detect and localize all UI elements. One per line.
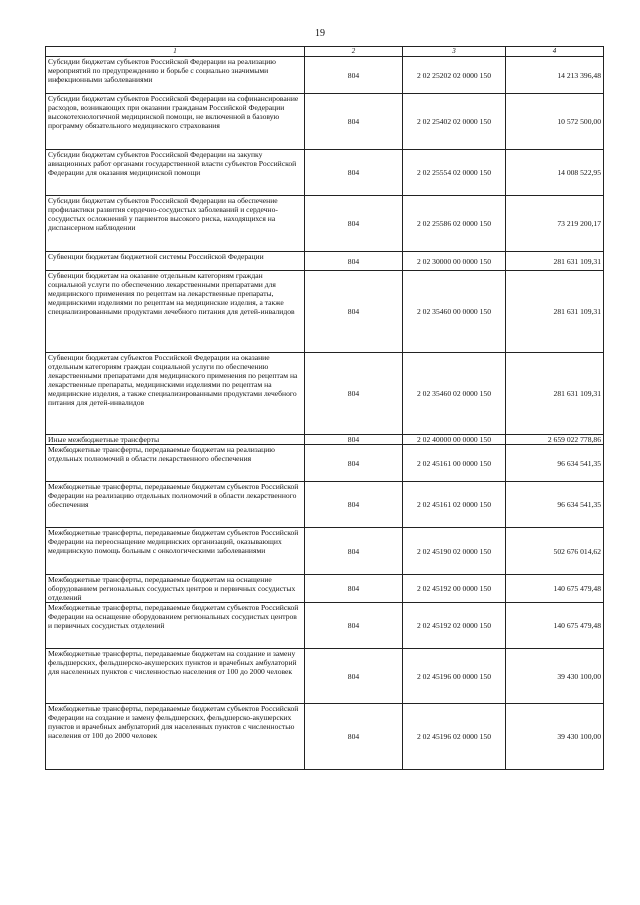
row-description: Субсидии бюджетам субъектов Российской Федерации на софинансирование расходов, возникающих при оказании гражданам Российской Федерации высокотехнологичной медицинской помощи, не включенной в базовую программу обязательного медицинского страхования [46, 94, 305, 150]
row-budget-code: 2 02 45190 02 0000 150 [403, 528, 506, 575]
row-amount: 281 631 109,31 [506, 353, 604, 435]
row-description: Межбюджетные трансферты, передаваемые бюджетам субъектов Российской Федерации на оснащение оборудованием региональных сосудистых центров и первичных сосудистых отделений [46, 603, 305, 649]
table-row [46, 353, 604, 435]
row-budget-code: 2 02 25402 02 0000 150 [403, 94, 506, 150]
row-amount: 281 631 109,31 [506, 252, 604, 271]
row-amount: 281 631 109,31 [506, 271, 604, 353]
row-admin-code: 804 [305, 271, 403, 353]
row-amount: 140 675 479,48 [506, 603, 604, 649]
row-description: Межбюджетные трансферты, передаваемые бюджетам субъектов Российской Федерации на реализацию отдельных полномочий в области лекарственного обеспечения [46, 482, 305, 528]
row-admin-code: 804 [305, 57, 403, 94]
row-description: Субвенции бюджетам субъектов Российской Федерации на оказание отдельным категориям граждан социальной услуги по обеспечению лекарственными препаратами для медицинского применения по рецептам на лекарственные препараты, медицинскими изделиями по рецептам на медицинские изделия, а также специализированными продуктами лечебного питания для детей-инвалидов [46, 353, 305, 435]
row-admin-code: 804 [305, 482, 403, 528]
row-description: Межбюджетные трансферты, передаваемые бюджетам на создание и замену фельдшерских, фельдшерско-акушерских пунктов и врачебных амбулаторий для населенных пунктов с численностью населения от 100 до 2000 человек [46, 649, 305, 704]
row-description: Межбюджетные трансферты, передаваемые бюджетам на оснащение оборудованием региональных сосудистых центров и первичных сосудистых отделений [46, 575, 305, 603]
table-row [46, 445, 604, 482]
row-budget-code: 2 02 45161 00 0000 150 [403, 445, 506, 482]
row-amount: 502 676 014,62 [506, 528, 604, 575]
row-budget-code: 2 02 45192 00 0000 150 [403, 575, 506, 603]
table-row [46, 435, 604, 445]
row-admin-code: 804 [305, 704, 403, 770]
row-admin-code: 804 [305, 445, 403, 482]
row-amount: 39 430 100,00 [506, 704, 604, 770]
row-description: Иные межбюджетные трансферты [46, 435, 305, 445]
row-admin-code: 804 [305, 603, 403, 649]
row-admin-code: 804 [305, 150, 403, 196]
row-admin-code: 804 [305, 196, 403, 252]
row-budget-code: 2 02 25202 02 0000 150 [403, 57, 506, 94]
row-admin-code: 804 [305, 435, 403, 445]
row-description: Субсидии бюджетам субъектов Российской Федерации на обеспечение профилактики развития сердечно-сосудистых заболеваний и сердечно-сосудистых осложнений у пациентов высокого риска, находящихся на диспансерном наблюдении [46, 196, 305, 252]
row-budget-code: 2 02 35460 00 0000 150 [403, 271, 506, 353]
row-description: Субсидии бюджетам субъектов Российской Федерации на реализацию мероприятий по предупреждению и борьбе с социально значимыми инфекционными заболеваниями [46, 57, 305, 94]
row-budget-code: 2 02 25554 02 0000 150 [403, 150, 506, 196]
row-budget-code: 2 02 45192 02 0000 150 [403, 603, 506, 649]
row-admin-code: 804 [305, 252, 403, 271]
column-number-4: 4 [506, 47, 604, 57]
row-amount: 96 634 541,35 [506, 482, 604, 528]
row-budget-code: 2 02 40000 00 0000 150 [403, 435, 506, 445]
row-amount: 10 572 500,00 [506, 94, 604, 150]
table-row [46, 57, 604, 94]
row-amount: 14 213 396,48 [506, 57, 604, 94]
row-description: Субсидии бюджетам субъектов Российской Федерации на закупку авиационных работ органами государственной власти субъектов Российской Федерации для оказания медицинской помощи [46, 150, 305, 196]
row-amount: 96 634 541,35 [506, 445, 604, 482]
row-budget-code: 2 02 45161 02 0000 150 [403, 482, 506, 528]
column-number-row [46, 47, 604, 57]
row-admin-code: 804 [305, 353, 403, 435]
row-admin-code: 804 [305, 649, 403, 704]
table-row [46, 196, 604, 252]
row-admin-code: 804 [305, 94, 403, 150]
row-budget-code: 2 02 35460 02 0000 150 [403, 353, 506, 435]
table-row [46, 271, 604, 353]
row-budget-code: 2 02 45196 00 0000 150 [403, 649, 506, 704]
table-row [46, 603, 604, 649]
table-row [46, 252, 604, 271]
row-amount: 39 430 100,00 [506, 649, 604, 704]
row-amount: 14 008 522,95 [506, 150, 604, 196]
column-number-2: 2 [305, 47, 403, 57]
row-description: Субвенции бюджетам на оказание отдельным категориям граждан социальной услуги по обеспечению лекарственными препаратами для медицинского применения по рецептам на лекарственные препараты, медицинскими изделиями по рецептам на медицинские изделия, а также специализированными продуктами лечебного питания для детей-инвалидов [46, 271, 305, 353]
row-amount: 2 659 022 778,86 [506, 435, 604, 445]
row-budget-code: 2 02 30000 00 0000 150 [403, 252, 506, 271]
row-admin-code: 804 [305, 528, 403, 575]
column-number-3: 3 [403, 47, 506, 57]
table-row [46, 575, 604, 603]
table-row [46, 649, 604, 704]
table-row [46, 528, 604, 575]
table-row [46, 704, 604, 770]
page-number: 19 [315, 28, 325, 39]
column-number-1: 1 [46, 47, 305, 57]
row-budget-code: 2 02 25586 02 0000 150 [403, 196, 506, 252]
table-row [46, 94, 604, 150]
budget-table [45, 46, 604, 770]
row-description: Субвенции бюджетам бюджетной системы Российской Федерации [46, 252, 305, 271]
row-description: Межбюджетные трансферты, передаваемые бюджетам субъектов Российской Федерации на создание и замену фельдшерских, фельдшерско-акушерских пунктов и врачебных амбулаторий для населенных пунктов с численностью населения от 100 до 2000 человек [46, 704, 305, 770]
row-description: Межбюджетные трансферты, передаваемые бюджетам субъектов Российской Федерации на переоснащение медицинских организаций, оказывающих медицинскую помощь больным с онкологическими заболеваниями [46, 528, 305, 575]
table-row [46, 482, 604, 528]
table-row [46, 150, 604, 196]
row-amount: 73 219 200,17 [506, 196, 604, 252]
row-amount: 140 675 479,48 [506, 575, 604, 603]
row-budget-code: 2 02 45196 02 0000 150 [403, 704, 506, 770]
row-admin-code: 804 [305, 575, 403, 603]
row-description: Межбюджетные трансферты, передаваемые бюджетам на реализацию отдельных полномочий в области лекарственного обеспечения [46, 445, 305, 482]
